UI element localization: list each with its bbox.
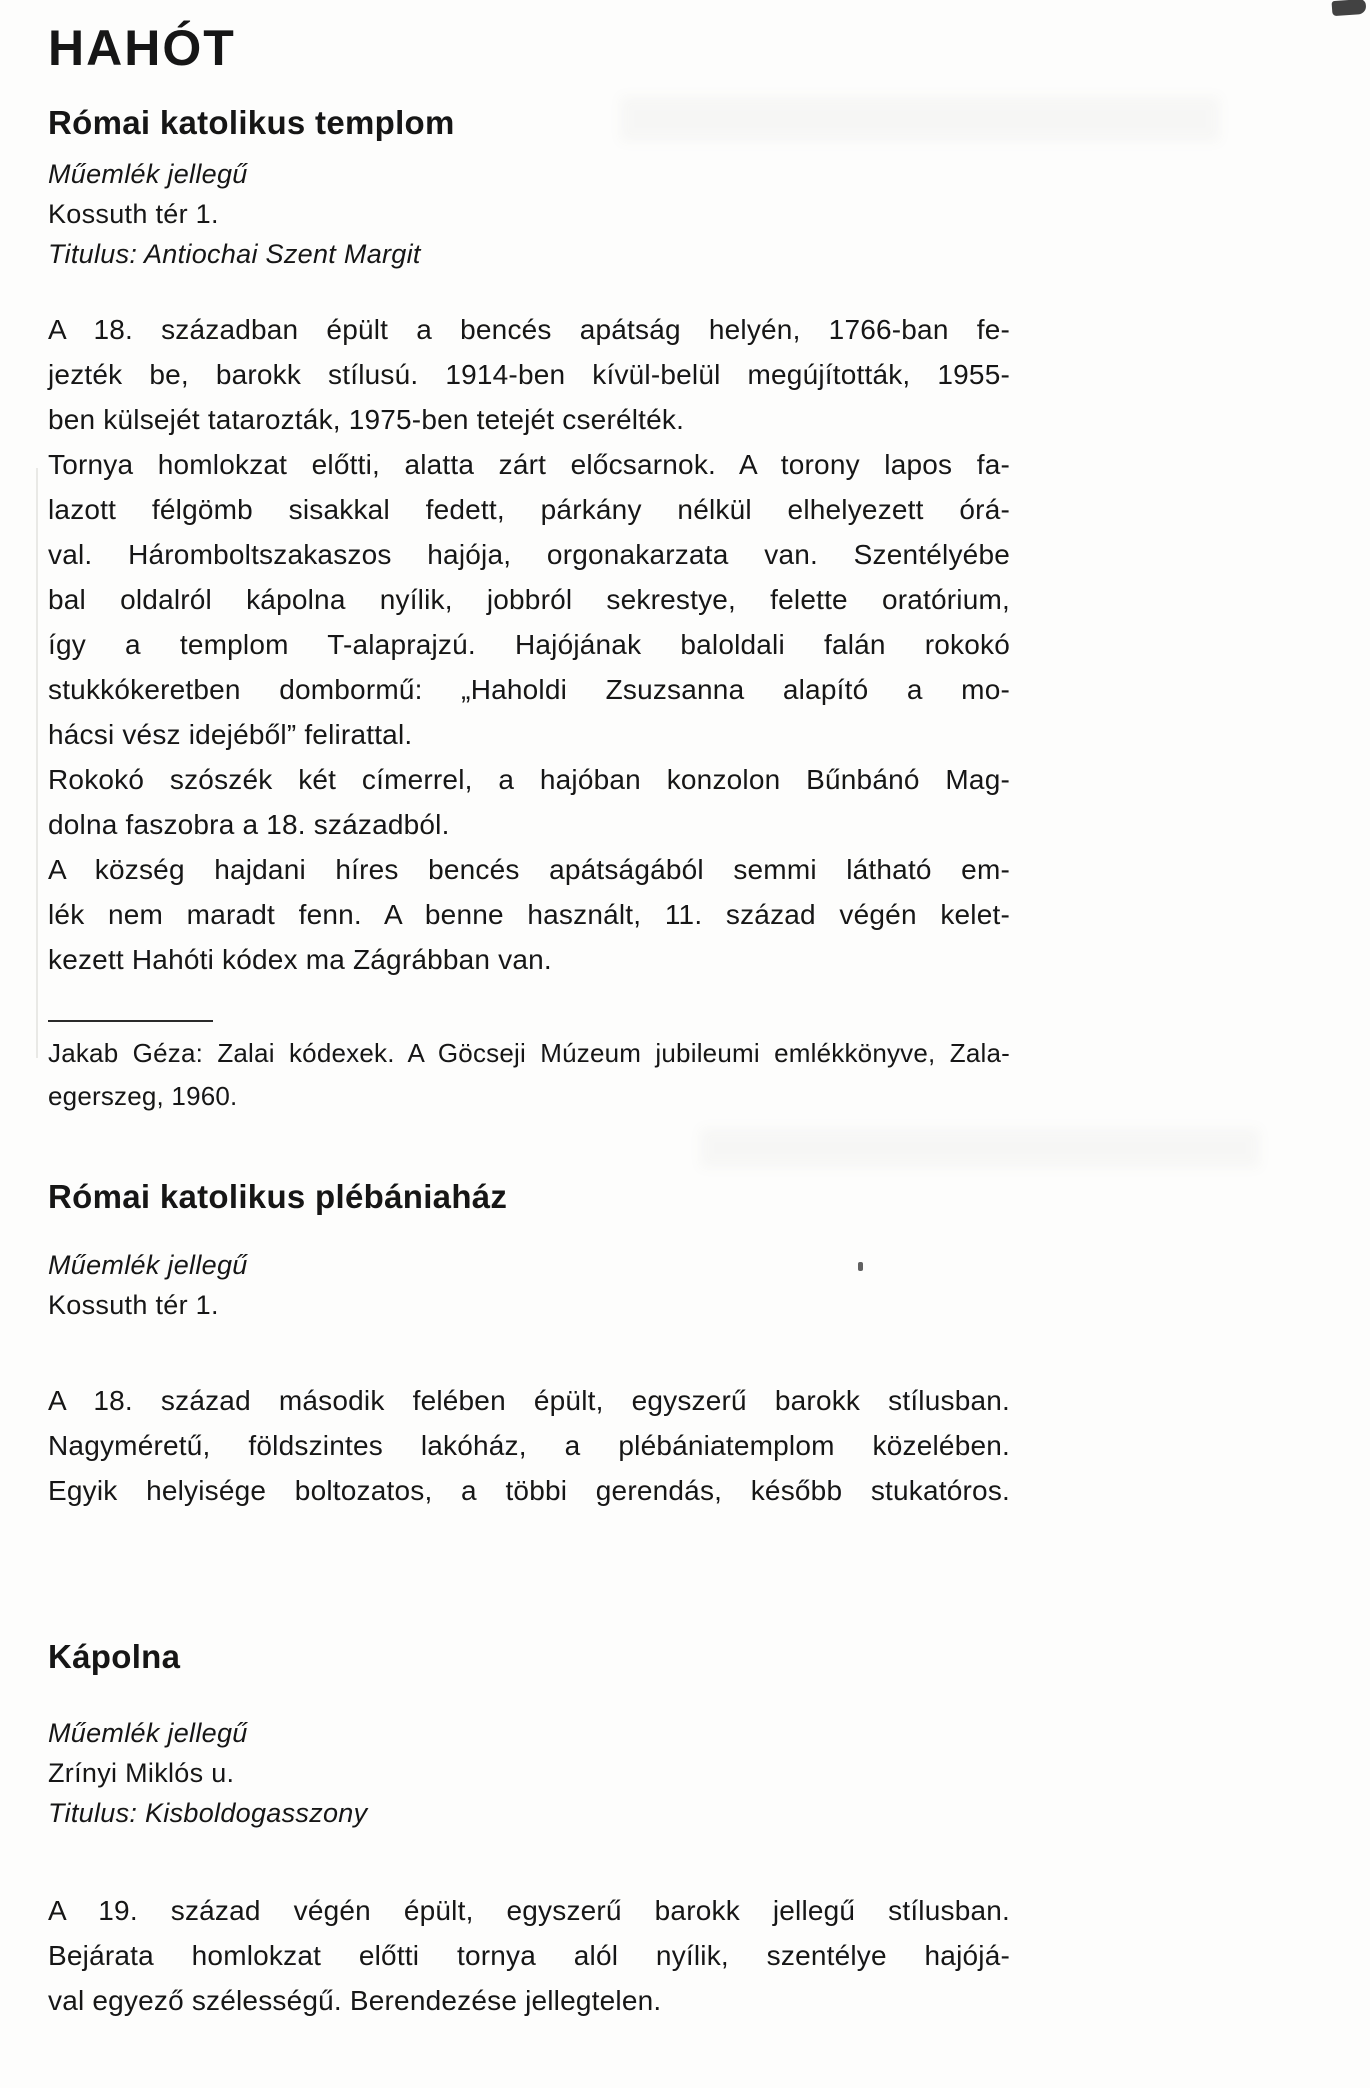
section-heading-templom: Római katolikus templom — [48, 104, 455, 141]
body-line: ben külsejét tatarozták, 1975-ben tetejét cserélték. — [48, 404, 685, 435]
meta-address: Kossuth tér 1. — [48, 1290, 219, 1320]
body-line: lék nem maradt fenn. A benne használt, 11. század végén kelet- — [48, 899, 1010, 930]
section-meta-templom — [48, 154, 1010, 274]
bibliography-line: Jakab Géza: Zalai kódexek. A Göcseji Múzeum jubileumi emlékkönyve, Zala- — [48, 1038, 1010, 1068]
body-line: bal oldalról kápolna nyílik, jobbról sekrestye, felette oratórium, — [48, 584, 1010, 615]
bibliography-line: egerszeg, 1960. — [48, 1081, 238, 1111]
body-line: Tornya homlokzat előtti, alatta zárt előcsarnok. A torony lapos fa- — [48, 449, 1010, 480]
body-line: A község hajdani híres bencés apátságából semmi látható em- — [48, 854, 1010, 885]
meta-address: Kossuth tér 1. — [48, 199, 219, 229]
body-line: jezték be, barokk stílusú. 1914-ben kívül-belül megújították, 1955- — [48, 359, 1010, 390]
meta-titulus: Titulus: Antiochai Szent Margit — [48, 239, 421, 269]
meta-address: Zrínyi Miklós u. — [48, 1758, 235, 1788]
section-body-kapolna — [48, 1888, 1010, 2023]
body-line: A 19. század végén épült, egyszerű barokk jellegű stílusban. — [48, 1895, 1010, 1926]
page-title: HAHÓT — [48, 20, 236, 76]
body-line: val. Háromboltszakaszos hajója, orgonakarzata van. Szentélyébe — [48, 539, 1010, 570]
section-meta-kapolna — [48, 1713, 1010, 1833]
body-line: stukkókeretben dombormű: „Haholdi Zsuzsanna alapító a mo- — [48, 674, 1010, 705]
body-line: A 18. században épült a bencés apátság helyén, 1766-ban fe- — [48, 314, 1010, 345]
meta-monument-status: Műemlék jellegű — [48, 1718, 248, 1748]
body-line: Nagyméretű, földszintes lakóház, a plébániatemplom közelében. — [48, 1430, 1010, 1461]
meta-monument-status: Műemlék jellegű — [48, 1250, 248, 1280]
body-line: A 18. század második felében épült, egyszerű barokk stílusban. — [48, 1385, 1010, 1416]
meta-monument-status: Műemlék jellegű — [48, 159, 248, 189]
scan-streak — [36, 468, 38, 1058]
body-line: kezett Hahóti kódex ma Zágrábban van. — [48, 944, 552, 975]
section-meta-plebaniahaz — [48, 1245, 1010, 1325]
section-body-templom — [48, 307, 1010, 982]
section-heading-kapolna: Kápolna — [48, 1638, 181, 1675]
meta-titulus: Titulus: Kisboldogasszony — [48, 1798, 368, 1828]
section-heading-plebaniahaz: Római katolikus plébániaház — [48, 1178, 508, 1215]
body-line: Bejárata homlokzat előtti tornya alól nyílik, szentélye hajójá- — [48, 1940, 1010, 1971]
body-line: hácsi vész idejéből” felirattal. — [48, 719, 413, 750]
body-line: Rokokó szószék két címerrel, a hajóban konzolon Bűnbánó Mag- — [48, 764, 1010, 795]
ink-smudge — [1332, 0, 1367, 16]
bibliography — [48, 1032, 1010, 1118]
text-column — [48, 0, 1010, 2023]
body-line: Egyik helyisége boltozatos, a többi gerendás, később stukatóros. — [48, 1475, 1010, 1506]
footnote-rule — [48, 1020, 213, 1022]
body-line: így a templom T-alaprajzú. Hajójának baloldali falán rokokó — [48, 629, 1010, 660]
body-line: val egyező szélességű. Berendezése jellegtelen. — [48, 1985, 662, 2016]
section-body-plebaniahaz — [48, 1378, 1010, 1513]
body-line: dolna faszobra a 18. századból. — [48, 809, 450, 840]
body-line: lazott félgömb sisakkal fedett, párkány nélkül elhelyezett órá- — [48, 494, 1010, 525]
